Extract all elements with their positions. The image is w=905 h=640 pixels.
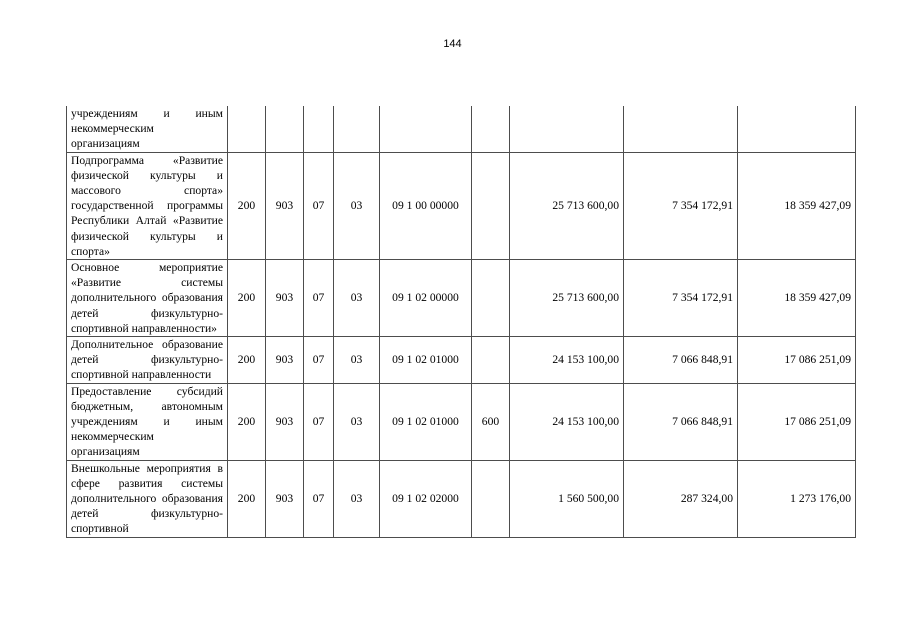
table-body <box>67 106 856 537</box>
expense-type-cell <box>472 152 510 259</box>
expense-type-cell <box>472 460 510 537</box>
admin-code-cell: 200 <box>228 152 266 259</box>
table-row <box>67 260 856 337</box>
planned-amount-cell: 24 153 100,00 <box>510 337 624 384</box>
page-number: 144 <box>443 38 462 50</box>
row-name-cell: учреждениям и иным некоммерческим организациям <box>67 106 228 152</box>
executed-amount-cell: 7 066 848,91 <box>624 383 738 460</box>
remaining-amount-cell: 18 359 427,09 <box>738 260 856 337</box>
planned-amount-cell <box>510 106 624 152</box>
subsection-code-cell <box>304 106 334 152</box>
target-article-cell <box>380 106 472 152</box>
admin-code-cell <box>228 106 266 152</box>
row-name-cell: Основное мероприятие «Развитие системы дополнительного образования детей физкультурно-спортивной направленности» <box>67 260 228 337</box>
remaining-amount-cell: 1 273 176,00 <box>738 460 856 537</box>
planned-amount-cell: 1 560 500,00 <box>510 460 624 537</box>
expense-type-cell <box>472 260 510 337</box>
admin-code-cell: 200 <box>228 383 266 460</box>
table-row <box>67 383 856 460</box>
expense-type-cell <box>472 106 510 152</box>
subsection2-code-cell: 03 <box>334 460 380 537</box>
subsection-code-cell: 07 <box>304 337 334 384</box>
subsection-code-cell: 07 <box>304 383 334 460</box>
remaining-amount-cell: 17 086 251,09 <box>738 383 856 460</box>
executed-amount-cell <box>624 106 738 152</box>
planned-amount-cell: 24 153 100,00 <box>510 383 624 460</box>
planned-amount-cell: 25 713 600,00 <box>510 260 624 337</box>
executed-amount-cell: 7 066 848,91 <box>624 337 738 384</box>
row-name-cell: Дополнительное образование детей физкультурно-спортивной направленности <box>67 337 228 384</box>
subsection2-code-cell: 03 <box>334 152 380 259</box>
target-article-cell: 09 1 00 00000 <box>380 152 472 259</box>
admin-code-cell: 200 <box>228 460 266 537</box>
expense-type-cell: 600 <box>472 383 510 460</box>
table-row <box>67 106 856 152</box>
section-code-cell: 903 <box>266 460 304 537</box>
expense-type-cell <box>472 337 510 384</box>
remaining-amount-cell: 18 359 427,09 <box>738 152 856 259</box>
target-article-cell: 09 1 02 00000 <box>380 260 472 337</box>
target-article-cell: 09 1 02 01000 <box>380 337 472 384</box>
executed-amount-cell: 287 324,00 <box>624 460 738 537</box>
section-code-cell: 903 <box>266 260 304 337</box>
row-name-cell: Подпрограмма «Развитие физической культуры и массового спорта» государственной программы Республики Алтай «Развитие физической культуры и спорта» <box>67 152 228 259</box>
row-name-cell: Предоставление субсидий бюджетным, автономным учреждениям и иным некоммерческим организациям <box>67 383 228 460</box>
subsection2-code-cell: 03 <box>334 383 380 460</box>
remaining-amount-cell <box>738 106 856 152</box>
row-name-cell: Внешкольные мероприятия в сфере развития системы дополнительного образования детей физкультурно-спортивной <box>67 460 228 537</box>
remaining-amount-cell: 17 086 251,09 <box>738 337 856 384</box>
subsection-code-cell: 07 <box>304 152 334 259</box>
subsection2-code-cell <box>334 106 380 152</box>
subsection-code-cell: 07 <box>304 260 334 337</box>
section-code-cell: 903 <box>266 337 304 384</box>
admin-code-cell: 200 <box>228 260 266 337</box>
subsection2-code-cell: 03 <box>334 337 380 384</box>
budget-table <box>66 106 856 538</box>
target-article-cell: 09 1 02 02000 <box>380 460 472 537</box>
executed-amount-cell: 7 354 172,91 <box>624 152 738 259</box>
executed-amount-cell: 7 354 172,91 <box>624 260 738 337</box>
target-article-cell: 09 1 02 01000 <box>380 383 472 460</box>
table-row <box>67 152 856 259</box>
table-row <box>67 460 856 537</box>
table-row <box>67 337 856 384</box>
subsection2-code-cell: 03 <box>334 260 380 337</box>
subsection-code-cell: 07 <box>304 460 334 537</box>
section-code-cell: 903 <box>266 152 304 259</box>
section-code-cell: 903 <box>266 383 304 460</box>
admin-code-cell: 200 <box>228 337 266 384</box>
planned-amount-cell: 25 713 600,00 <box>510 152 624 259</box>
section-code-cell <box>266 106 304 152</box>
